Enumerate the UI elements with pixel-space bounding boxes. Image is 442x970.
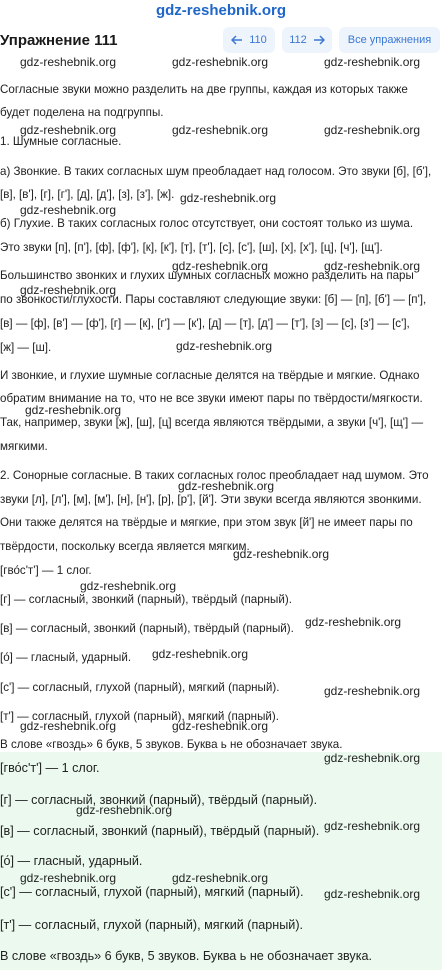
page-title: Упражнение 111 bbox=[0, 32, 118, 49]
text-line: по звонкости/глухости. Пары составляют следующие звуки: [б] — [п], [б'] — [п'], bbox=[0, 293, 427, 306]
watermark: gdz-reshebnik.org bbox=[324, 887, 421, 901]
answer-line: [в] — согласный, звонкий (парный), твёрдый (парный). bbox=[0, 824, 320, 838]
text-line: Так, например, звуки [ж], [ш], [ц] всегда являются твёрдыми, а звуки [ч'], [щ'] — bbox=[0, 416, 424, 429]
watermark: gdz-reshebnik.org bbox=[172, 259, 269, 273]
answer-line: [гво́с'т'] — 1 слог. bbox=[0, 761, 100, 775]
watermark: gdz-reshebnik.org bbox=[152, 647, 249, 661]
watermark: gdz-reshebnik.org bbox=[20, 283, 117, 297]
text-line: [ж] — [ш]. bbox=[0, 341, 52, 354]
text-line: Это звуки [п], [п'], [ф], [ф'], [к], [к'], [т], [т'], [с], [с'], [ш], [х], [х'], [ц], [ч'], [щ']. bbox=[0, 241, 383, 254]
watermark: gdz-reshebnik.org bbox=[305, 615, 402, 629]
text-line: б) Глухие. В таких согласных голос отсутствует, они состоят только из шума. bbox=[0, 217, 414, 230]
watermark: gdz-reshebnik.org bbox=[20, 871, 117, 885]
answer-line: [т'] — согласный, глухой (парный), мягкий (парный). bbox=[0, 918, 304, 932]
watermark: gdz-reshebnik.org bbox=[172, 123, 269, 137]
text-line: твёрдости, поскольку всегда является мягким. bbox=[0, 540, 250, 553]
all-exercises-label: Все упражнения bbox=[347, 34, 432, 46]
text-line: [г] — согласный, звонкий (парный), твёрдый (парный). bbox=[0, 593, 292, 606]
text-line: [о́] — гласный, ударный. bbox=[0, 651, 132, 664]
watermark: gdz-reshebnik.org bbox=[172, 871, 269, 885]
answer-block bbox=[0, 752, 442, 970]
all-exercises-button[interactable] bbox=[339, 27, 440, 53]
watermark: gdz-reshebnik.org bbox=[176, 339, 273, 353]
watermark: gdz-reshebnik.org bbox=[233, 547, 330, 561]
watermark: gdz-reshebnik.org bbox=[178, 479, 275, 493]
watermark: gdz-reshebnik.org bbox=[180, 191, 277, 205]
watermark: gdz-reshebnik.org bbox=[324, 684, 421, 698]
text-line: [т'] — согласный, глухой (парный), мягкий (парный). bbox=[0, 710, 279, 723]
text-line: мягкими. bbox=[0, 440, 48, 453]
watermark: gdz-reshebnik.org bbox=[172, 55, 269, 69]
prev-exercise-button[interactable] bbox=[223, 27, 275, 53]
watermark: gdz-reshebnik.org bbox=[324, 819, 421, 833]
next-exercise-label: 112 bbox=[289, 34, 307, 46]
watermark: gdz-reshebnik.org bbox=[25, 403, 122, 417]
text-line: звуки [л], [л'], [м], [м'], [н], [н'], [р], [р'], [й']. Эти звуки всегда являются звонкими. bbox=[0, 493, 422, 506]
site-banner[interactable]: gdz-reshebnik.org bbox=[155, 2, 286, 19]
next-exercise-button[interactable] bbox=[282, 27, 332, 53]
text-line: В слове «гвоздь» 6 букв, 5 звуков. Буква ь не обозначает звука. bbox=[0, 738, 343, 751]
arrow-right-icon bbox=[313, 35, 325, 45]
text-line: [в], [в'], [г], [г'], [д], [д'], [з], [з'], [ж]. bbox=[0, 188, 175, 201]
watermark: gdz-reshebnik.org bbox=[324, 751, 421, 765]
text-line: И звонкие, и глухие шумные согласные делятся на твёрдые и мягкие. Однако bbox=[0, 369, 420, 382]
answer-line: [с'] — согласный, глухой (парный), мягкий (парный). bbox=[0, 885, 304, 899]
text-line: 1. Шумные согласные. bbox=[0, 135, 122, 148]
text-line: Они также делятся на твёрдые и мягкие, при этом звук [й'] не имеет пары по bbox=[0, 516, 413, 529]
answer-line: В слове «гвоздь» 6 букв, 5 звуков. Буква ь не обозначает звука. bbox=[0, 949, 373, 963]
watermark: gdz-reshebnik.org bbox=[324, 55, 421, 69]
watermark: gdz-reshebnik.org bbox=[76, 803, 173, 817]
text-line: а) Звонкие. В таких согласных шум преобладает над голосом. Это звуки [б], [б'], bbox=[0, 165, 432, 178]
answer-line: [г] — согласный, звонкий (парный), твёрдый (парный). bbox=[0, 793, 318, 807]
watermark: gdz-reshebnik.org bbox=[20, 123, 117, 137]
text-line: Большинство звонких и глухих шумных согласных можно разделить на пары bbox=[0, 269, 414, 282]
text-line: 2. Сонорные согласные. В таких согласных голос преобладает над шумом. Это bbox=[0, 469, 429, 482]
watermark: gdz-reshebnik.org bbox=[324, 259, 421, 273]
answer-line: [о́] — гласный, ударный. bbox=[0, 854, 143, 868]
text-line: обратим внимание на то, что не все звуки имеют пары по твёрдости/мягкости. bbox=[0, 392, 423, 405]
watermark: gdz-reshebnik.org bbox=[324, 123, 421, 137]
prev-exercise-label: 110 bbox=[249, 34, 267, 46]
text-line: [с'] — согласный, глухой (парный), мягкий (парный). bbox=[0, 681, 280, 694]
text-line: Согласные звуки можно разделить на две группы, каждая из которых также bbox=[0, 83, 408, 96]
watermark: gdz-reshebnik.org bbox=[20, 55, 117, 69]
watermark: gdz-reshebnik.org bbox=[20, 719, 117, 733]
text-line: [гво́с'т'] — 1 слог. bbox=[0, 564, 92, 577]
arrow-left-icon bbox=[231, 35, 243, 45]
text-line: [в] — согласный, звонкий (парный), твёрдый (парный). bbox=[0, 622, 294, 635]
watermark: gdz-reshebnik.org bbox=[20, 203, 117, 217]
text-line: [в] — [ф], [в'] — [ф'], [г] — [к], [г'] — [к'], [д] — [т], [д'] — [т'], [з] — [с], [з'] — [с'], bbox=[0, 317, 410, 330]
text-line: будет поделена на подгруппы. bbox=[0, 106, 164, 119]
watermark: gdz-reshebnik.org bbox=[80, 579, 177, 593]
watermark: gdz-reshebnik.org bbox=[172, 719, 269, 733]
